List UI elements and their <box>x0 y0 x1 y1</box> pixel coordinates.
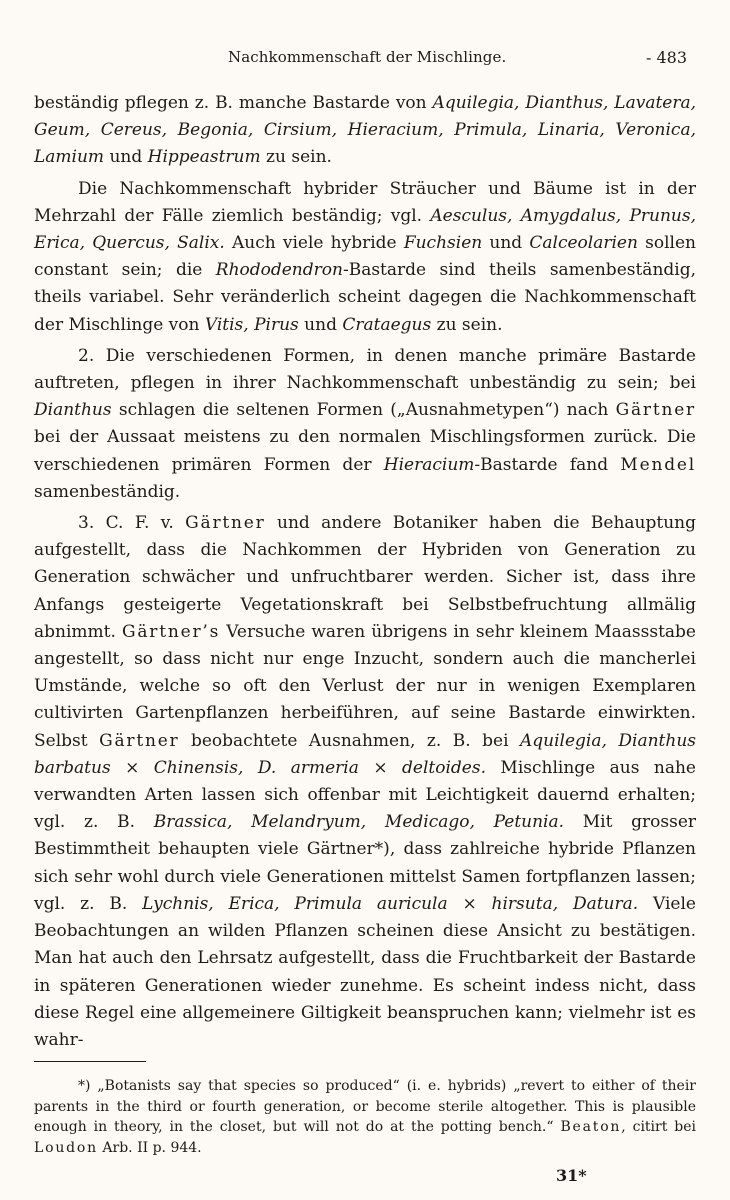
page-header <box>0 48 730 70</box>
paragraph-2: Die Nachkommenschaft hybrider Sträucher und Bäume ist in der Mehrzahl der Fälle ziemlich beständig; vgl. Aesculus, Amygdalus, Prunus, Erica, Quercus, Salix. Auch viele hybride Fuchsien und Calceolarien sollen constant sein; die Rhododendron-Bastarde sind theils samenbeständig, theils variabel. Sehr veränderlich scheint dagegen die Nachkommenschaft der Mischlinge von Vitis, Pirus und Crataegus zu sein. <box>34 178 696 335</box>
paragraph-3: 2. Die verschiedenen Formen, in denen manche primäre Bastarde auftreten, pflegen in ihrer Nachkommenschaft unbeständig zu sein; bei Dianthus schlagen die seltenen Formen („Ausnahmetypen“) nach Gärtner bei der Aussaat meistens zu den normalen Mischlingsformen zurück. Die verschiedenen primären Formen der Hieracium-Bastarde fand Mendel samenbeständig. <box>34 345 696 502</box>
paragraph-1: beständig pflegen z. B. manche Bastarde von Aquilegia, Dianthus, Lavatera, Geum, Cereus, Begonia, Cirsium, Hieracium, Primula, Linaria, Veronica, Lamium und Hippeastrum zu sein. <box>34 93 697 168</box>
main-text <box>34 90 696 1054</box>
paragraph-4: 3. C. F. v. Gärtner und andere Botaniker haben die Behauptung aufgestellt, dass die Nachkommen der Hybriden von Generation zu Generation schwächer und unfruchtbarer werden. Sicher ist, dass ihre Anfangs gesteigerte Vegetationskraft bei Selbstbefruchtung allmälig abnimmt. Gärtner’s Versuche waren übrigens in sehr kleinem Maassstabe angestellt, so dass nicht nur enge Inzucht, sondern auch die mancherlei Umstände, welche so oft den Verlust der nur in wenigen Exemplaren cultivirten Gartenpflanzen herbeiführen, auf seine Bastarde einwirkten. Selbst Gärtner beobachtete Ausnahmen, z. B. bei Aquilegia, Dianthus barbatus × Chinensis, D. armeria × deltoides. Mischlinge aus nahe verwandten Arten lassen sich offenbar mit Leichtigkeit dauernd erhalten; vgl. z. B. Brassica, Melandryum, Medicago, Petunia. Mit grosser Bestimmtheit behaupten viele Gärtner*), dass zahlreiche hybride Pflanzen sich sehr wohl durch viele Generationen mittelst Samen fortpflanzen lassen; vgl. z. B. Lychnis, Erica, Primula auricula × hirsuta, Datura. Viele Beobachtungen an wilden Pflanzen scheinen diese Ansicht zu bestätigen. Man hat auch den Lehrsatz aufgestellt, dass die Fruchtbarkeit der Bastarde in späteren Generationen wieder zunehme. Es scheint indess nicht, dass diese Regel eine allgemeinere Giltigkeit beanspruchen kann; vielmehr ist es wahr- <box>34 513 697 1050</box>
footnote: *) „Botanists say that species so produced“ (i. e. hybrids) „revert to either of their parents in the third or fourth generation, or become sterile altogether. This is plausible enough in theory, in the closet, but will not do at the potting bench.“ Beaton, citirt bei Loudon Arb. II p. 944. <box>34 1078 696 1156</box>
page-number: - 483 <box>646 48 688 67</box>
running-head: Nachkommenschaft der Mischlinge. <box>228 48 507 66</box>
footnote-divider <box>34 1061 146 1062</box>
signature-mark: 31* <box>556 1166 587 1185</box>
